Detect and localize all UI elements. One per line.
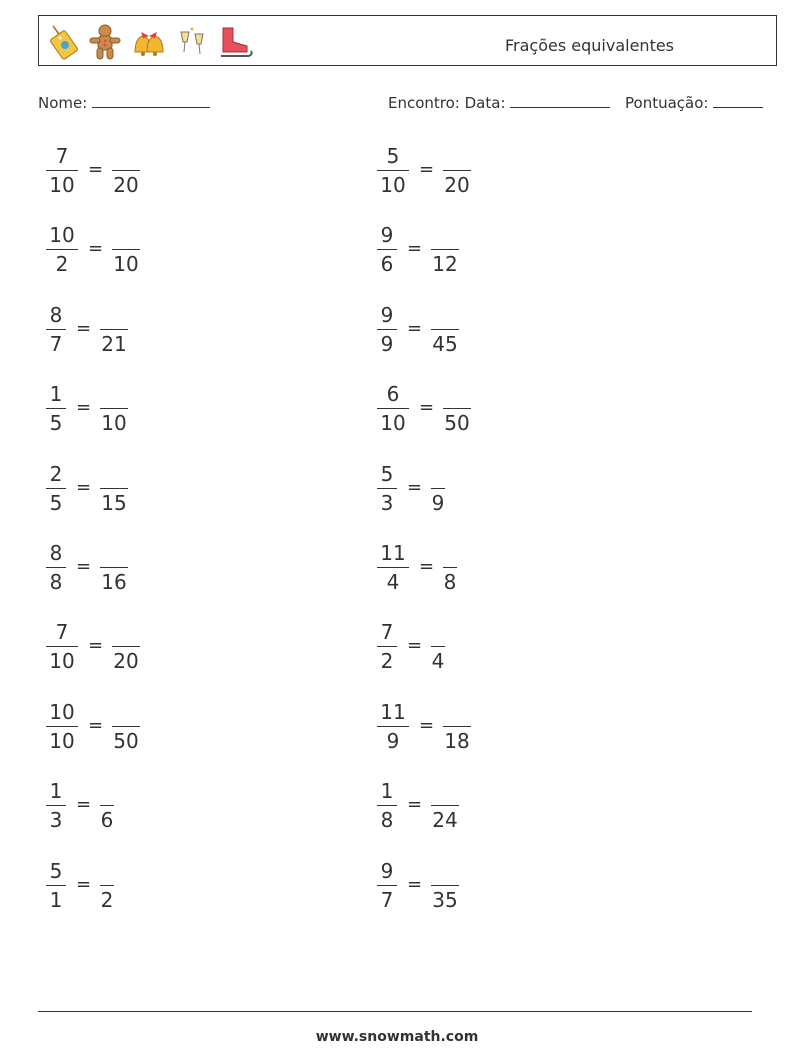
fraction-bar xyxy=(100,329,128,330)
fraction-bar xyxy=(377,329,397,330)
fraction-bar xyxy=(112,170,140,171)
answer-fraction xyxy=(443,143,471,198)
fraction-bar xyxy=(377,408,409,409)
denominator: 12 xyxy=(432,252,458,277)
fraction-bar xyxy=(443,170,471,171)
equals-sign: = xyxy=(88,238,104,260)
fraction-bar xyxy=(46,646,78,647)
answer-fraction xyxy=(431,222,459,277)
given-fraction xyxy=(46,699,78,754)
denominator: 20 xyxy=(113,649,139,674)
fraction-bar xyxy=(377,249,397,250)
fraction-bar xyxy=(431,646,445,647)
given-fraction xyxy=(46,858,66,913)
fraction-bar xyxy=(46,726,78,727)
numerator: 8 xyxy=(49,541,63,565)
fraction-bar xyxy=(100,488,128,489)
denominator: 45 xyxy=(432,331,458,356)
champagne-glasses-icon xyxy=(175,24,209,60)
given-fraction xyxy=(377,540,409,595)
equals-sign: = xyxy=(407,317,423,339)
fraction-bar xyxy=(100,885,114,886)
denominator: 50 xyxy=(113,728,139,753)
fraction-bar xyxy=(431,488,445,489)
equals-sign: = xyxy=(419,714,435,736)
equals-sign: = xyxy=(419,159,435,180)
numerator: 1 xyxy=(49,382,63,407)
equals-sign: = xyxy=(419,556,435,577)
denominator: 5 xyxy=(49,490,63,515)
numerator: 10 xyxy=(49,223,75,248)
equals-sign: = xyxy=(407,635,423,657)
fraction-bar xyxy=(431,805,459,806)
numerator: 1 xyxy=(380,779,394,804)
denominator: 10 xyxy=(113,252,139,277)
answer-fraction xyxy=(443,381,471,436)
answer-fraction xyxy=(431,461,445,516)
equals-sign: = xyxy=(76,476,92,498)
numerator: 11 xyxy=(380,699,406,724)
footer-rule xyxy=(38,1011,752,1012)
denominator: 2 xyxy=(380,649,394,674)
equals-sign: = xyxy=(88,635,104,657)
equals-sign: = xyxy=(407,794,423,816)
numerator: 11 xyxy=(380,541,406,565)
numerator: 6 xyxy=(386,382,400,407)
answer-fraction xyxy=(112,143,140,198)
fraction-bar xyxy=(377,726,409,727)
answer-fraction xyxy=(431,778,459,833)
footer-url: www.snowmath.com xyxy=(315,1029,479,1045)
equals-sign: = xyxy=(88,159,104,180)
fraction-bar xyxy=(377,567,409,568)
denominator: 20 xyxy=(444,173,470,197)
denominator: 50 xyxy=(444,411,470,436)
fraction-bar xyxy=(112,726,140,727)
denominator: 21 xyxy=(101,331,127,356)
answer-fraction xyxy=(443,540,457,595)
equals-sign: = xyxy=(88,714,104,736)
given-fraction xyxy=(377,699,409,754)
answer-fraction xyxy=(100,302,128,357)
denominator: 16 xyxy=(101,570,127,594)
equals-sign: = xyxy=(76,794,92,816)
score-blank[interactable] xyxy=(713,93,763,108)
denominator: 3 xyxy=(49,808,63,833)
equals-sign: = xyxy=(76,556,92,577)
given-fraction xyxy=(46,461,66,516)
denominator: 35 xyxy=(432,887,458,912)
fraction-bar xyxy=(443,567,457,568)
score-field xyxy=(625,93,763,112)
numerator: 8 xyxy=(49,302,63,327)
given-fraction xyxy=(377,461,397,516)
equals-sign: = xyxy=(407,476,423,498)
equals-sign: = xyxy=(407,873,423,895)
name-blank[interactable] xyxy=(92,93,210,108)
date-blank[interactable] xyxy=(510,93,610,108)
answer-fraction xyxy=(443,699,471,754)
meeting-date-label: Encontro: Data: xyxy=(388,94,506,112)
fraction-bar xyxy=(377,170,409,171)
given-fraction xyxy=(377,143,409,198)
fraction-bar xyxy=(100,567,128,568)
numerator: 5 xyxy=(380,461,394,486)
fraction-bar xyxy=(46,488,66,489)
fraction-bar xyxy=(443,408,471,409)
numerator: 9 xyxy=(380,302,394,327)
answer-fraction xyxy=(100,778,114,833)
denominator: 7 xyxy=(49,331,63,356)
denominator: 8 xyxy=(443,570,457,594)
numerator: 10 xyxy=(49,699,75,724)
denominator: 8 xyxy=(380,808,394,833)
given-fraction xyxy=(377,381,409,436)
denominator: 4 xyxy=(431,649,445,674)
denominator: 2 xyxy=(55,252,69,277)
equals-sign: = xyxy=(76,317,92,339)
given-fraction xyxy=(46,302,66,357)
numerator: 5 xyxy=(386,144,400,168)
denominator: 20 xyxy=(113,173,139,197)
fraction-bar xyxy=(46,567,66,568)
numerator: 5 xyxy=(49,858,63,883)
fraction-bar xyxy=(100,805,114,806)
answer-fraction xyxy=(431,858,459,913)
fraction-bar xyxy=(46,885,66,886)
equals-sign: = xyxy=(407,238,423,260)
denominator: 2 xyxy=(100,887,114,912)
answer-fraction xyxy=(112,699,140,754)
numerator: 1 xyxy=(49,779,63,804)
denominator: 10 xyxy=(380,173,406,197)
given-fraction xyxy=(46,540,66,595)
given-fraction xyxy=(377,302,397,357)
name-label: Nome: xyxy=(38,94,88,112)
denominator: 4 xyxy=(386,570,400,594)
answer-fraction xyxy=(100,858,114,913)
date-field xyxy=(388,93,610,112)
gift-tag-icon xyxy=(47,24,81,60)
given-fraction xyxy=(46,778,66,833)
denominator: 9 xyxy=(431,490,445,515)
fraction-bar xyxy=(377,885,397,886)
numerator: 7 xyxy=(55,620,69,645)
denominator: 7 xyxy=(380,887,394,912)
answer-fraction xyxy=(112,619,140,674)
given-fraction xyxy=(46,381,66,436)
ice-skate-icon xyxy=(215,24,255,60)
equals-sign: = xyxy=(76,397,92,419)
numerator: 9 xyxy=(380,858,394,883)
fraction-bar xyxy=(431,329,459,330)
fraction-bar xyxy=(112,646,140,647)
answer-fraction xyxy=(431,619,445,674)
denominator: 24 xyxy=(432,808,458,833)
worksheet-title: Frações equivalentes xyxy=(505,36,675,55)
fraction-bar xyxy=(377,805,397,806)
christmas-bells-icon xyxy=(129,24,169,60)
given-fraction xyxy=(377,222,397,277)
answer-fraction xyxy=(100,540,128,595)
denominator: 6 xyxy=(100,808,114,833)
fraction-bar xyxy=(46,249,78,250)
fraction-bar xyxy=(443,726,471,727)
answer-fraction xyxy=(431,302,459,357)
fraction-bar xyxy=(46,805,66,806)
equals-sign: = xyxy=(76,873,92,895)
denominator: 8 xyxy=(49,570,63,594)
denominator: 9 xyxy=(386,728,400,753)
given-fraction xyxy=(46,222,78,277)
fraction-bar xyxy=(46,329,66,330)
denominator: 10 xyxy=(49,728,75,753)
fraction-bar xyxy=(431,885,459,886)
denominator: 5 xyxy=(49,411,63,436)
score-label: Pontuação: xyxy=(625,94,709,112)
denominator: 10 xyxy=(49,173,75,197)
denominator: 10 xyxy=(49,649,75,674)
given-fraction xyxy=(377,858,397,913)
numerator: 7 xyxy=(380,620,394,645)
fraction-bar xyxy=(377,488,397,489)
given-fraction xyxy=(46,143,78,198)
given-fraction xyxy=(46,619,78,674)
denominator: 6 xyxy=(380,252,394,277)
numerator: 7 xyxy=(55,144,69,168)
denominator: 10 xyxy=(380,411,406,436)
numerator: 2 xyxy=(49,461,63,486)
numerator: 9 xyxy=(380,223,394,248)
answer-fraction xyxy=(112,222,140,277)
fraction-bar xyxy=(112,249,140,250)
answer-fraction xyxy=(100,461,128,516)
denominator: 9 xyxy=(380,331,394,356)
fraction-bar xyxy=(431,249,459,250)
header-box xyxy=(38,15,777,66)
fraction-bar xyxy=(46,408,66,409)
answer-fraction xyxy=(100,381,128,436)
denominator: 1 xyxy=(49,887,63,912)
given-fraction xyxy=(377,778,397,833)
fraction-bar xyxy=(377,646,397,647)
denominator: 10 xyxy=(101,411,127,436)
given-fraction xyxy=(377,619,397,674)
fraction-bar xyxy=(100,408,128,409)
denominator: 3 xyxy=(380,490,394,515)
header-icons xyxy=(47,22,255,62)
gingerbread-man-icon xyxy=(87,23,123,61)
fraction-bar xyxy=(46,170,78,171)
name-field xyxy=(38,93,210,112)
equals-sign: = xyxy=(419,397,435,419)
denominator: 18 xyxy=(444,728,470,753)
denominator: 15 xyxy=(101,490,127,515)
